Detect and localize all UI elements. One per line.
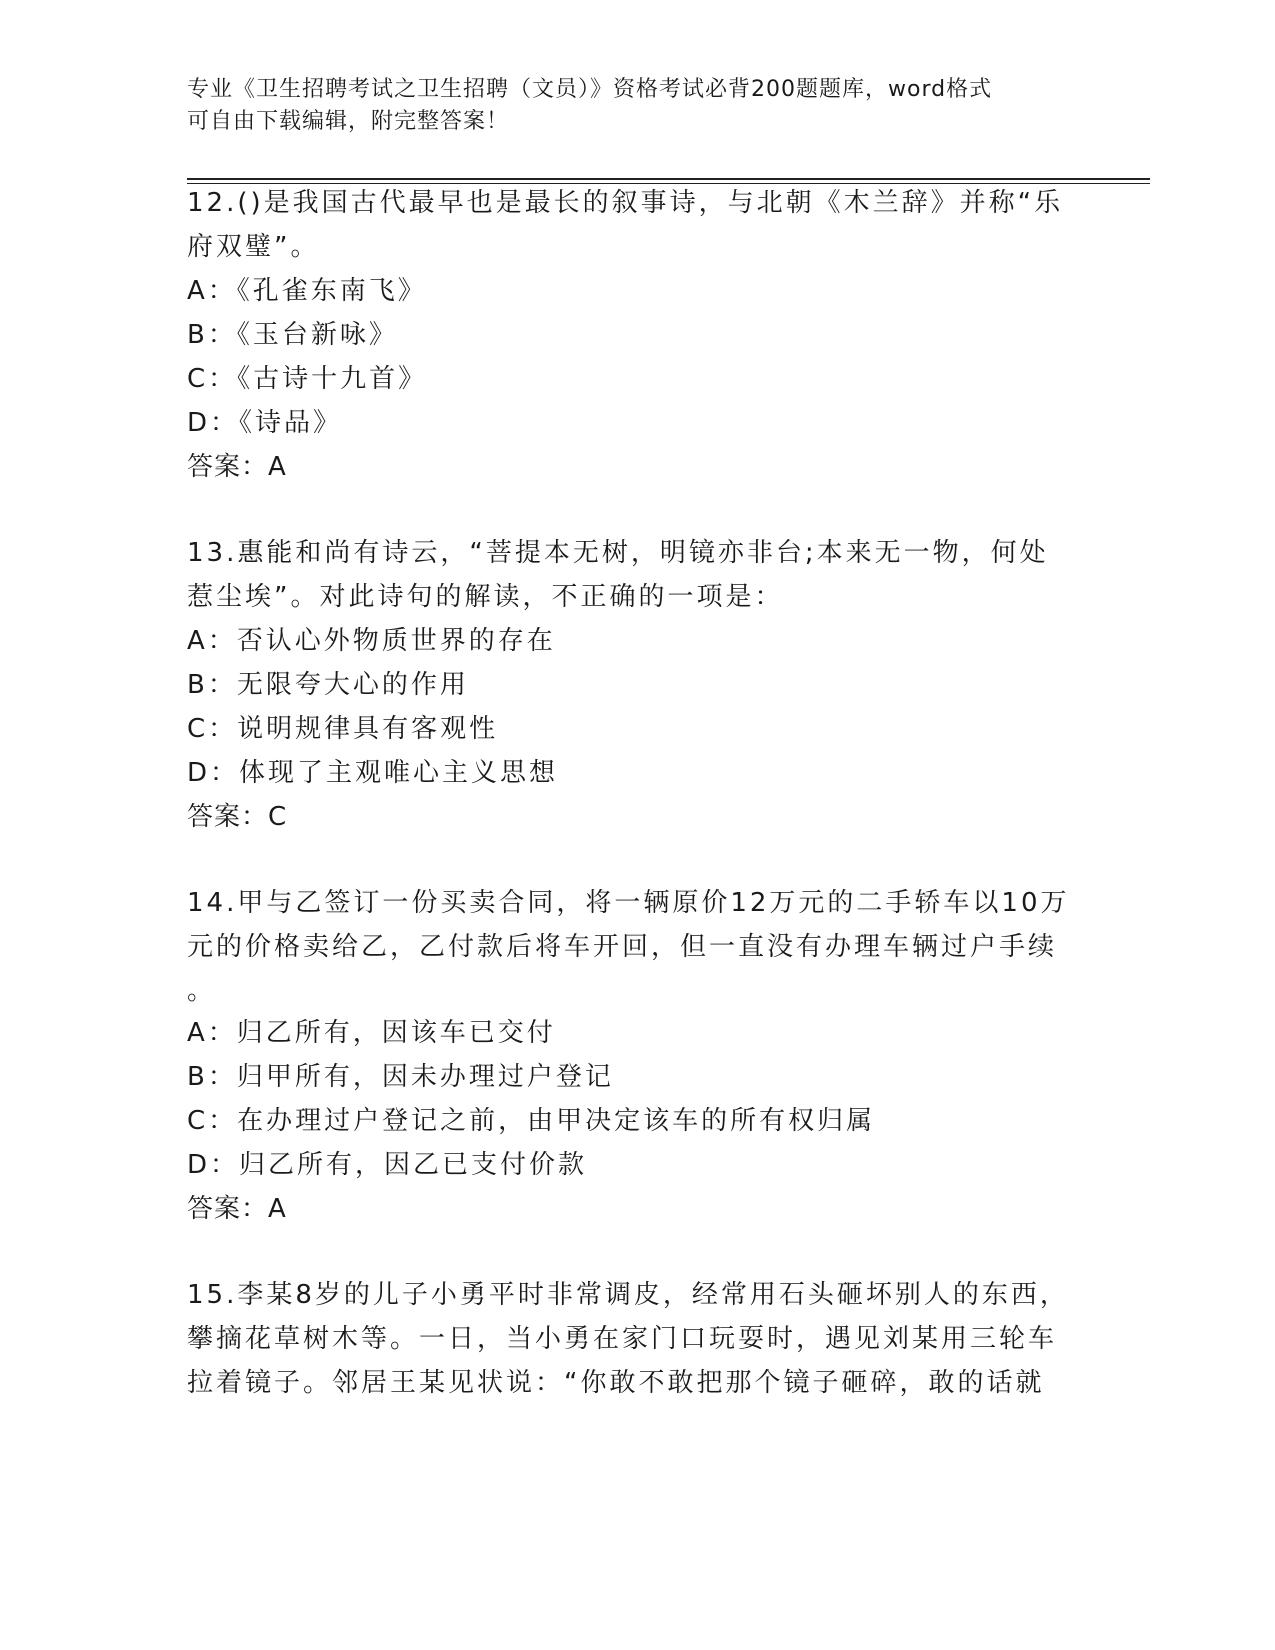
question-15-text-line-3: 拉着镜子。邻居王某见状说：“你敢不敢把那个镜子砸碎，敢的话就 (187, 1368, 1045, 1398)
question-15-text-line-1: 15.李某8岁的儿子小勇平时非常调皮，经常用石头砸坏别人的东西， (187, 1280, 1069, 1310)
question-14-text-line-3: 。 (187, 976, 217, 1006)
question-13-option-b: B：无限夸大心的作用 (187, 670, 469, 700)
question-12-text-line-2: 府双璧”。 (187, 232, 320, 262)
question-12-option-a: A：《孔雀东南飞》 (187, 276, 427, 306)
question-14-text-line-1: 14.甲与乙签订一份买卖合同，将一辆原价12万元的二手轿车以10万 (187, 888, 1070, 918)
question-13-text-line-1: 13.惠能和尚有诗云，“菩提本无树，明镜亦非台;本来无一物，何处 (187, 538, 1049, 568)
question-14-option-c: C：在办理过户登记之前，由甲决定该车的所有权归属 (187, 1106, 876, 1136)
question-12-answer: 答案：A (187, 452, 287, 482)
question-13-option-d: D：体现了主观唯心主义思想 (187, 758, 559, 788)
question-12-text-line-1: 12.()是我国古代最早也是最长的叙事诗，与北朝《木兰辞》并称“乐 (187, 188, 1064, 218)
question-13-text-line-2: 惹尘埃”。对此诗句的解读，不正确的一项是： (187, 582, 784, 612)
question-13-option-c: C：说明规律具有客观性 (187, 714, 499, 744)
question-14-text-line-2: 元的价格卖给乙，乙付款后将车开回，但一直没有办理车辆过户手续 (187, 932, 1058, 962)
question-12-option-b: B：《玉台新咏》 (187, 320, 398, 350)
question-14-answer: 答案：A (187, 1194, 287, 1224)
header-divider-thin (187, 183, 1150, 184)
question-15-text-line-2: 攀摘花草树木等。一日，当小勇在家门口玩耍时，遇见刘某用三轮车 (187, 1324, 1058, 1354)
question-13-option-a: A：否认心外物质世界的存在 (187, 626, 556, 656)
document-header (187, 74, 1087, 138)
header-line-1: 专业《卫生招聘考试之卫生招聘（文员）》资格考试必背200题题库，word格式 (187, 77, 993, 102)
question-12-option-c: C：《古诗十九首》 (187, 364, 428, 394)
question-13-answer: 答案：C (187, 802, 288, 832)
question-14-option-d: D：归乙所有，因乙已支付价款 (187, 1150, 588, 1180)
header-divider-thick (187, 178, 1150, 180)
question-14-option-a: A：归乙所有，因该车已交付 (187, 1018, 556, 1048)
question-14-option-b: B：归甲所有，因未办理过户登记 (187, 1062, 614, 1092)
question-12-option-d: D：《诗品》 (187, 408, 343, 438)
header-line-2: 可自由下载编辑，附完整答案！ (187, 109, 510, 134)
